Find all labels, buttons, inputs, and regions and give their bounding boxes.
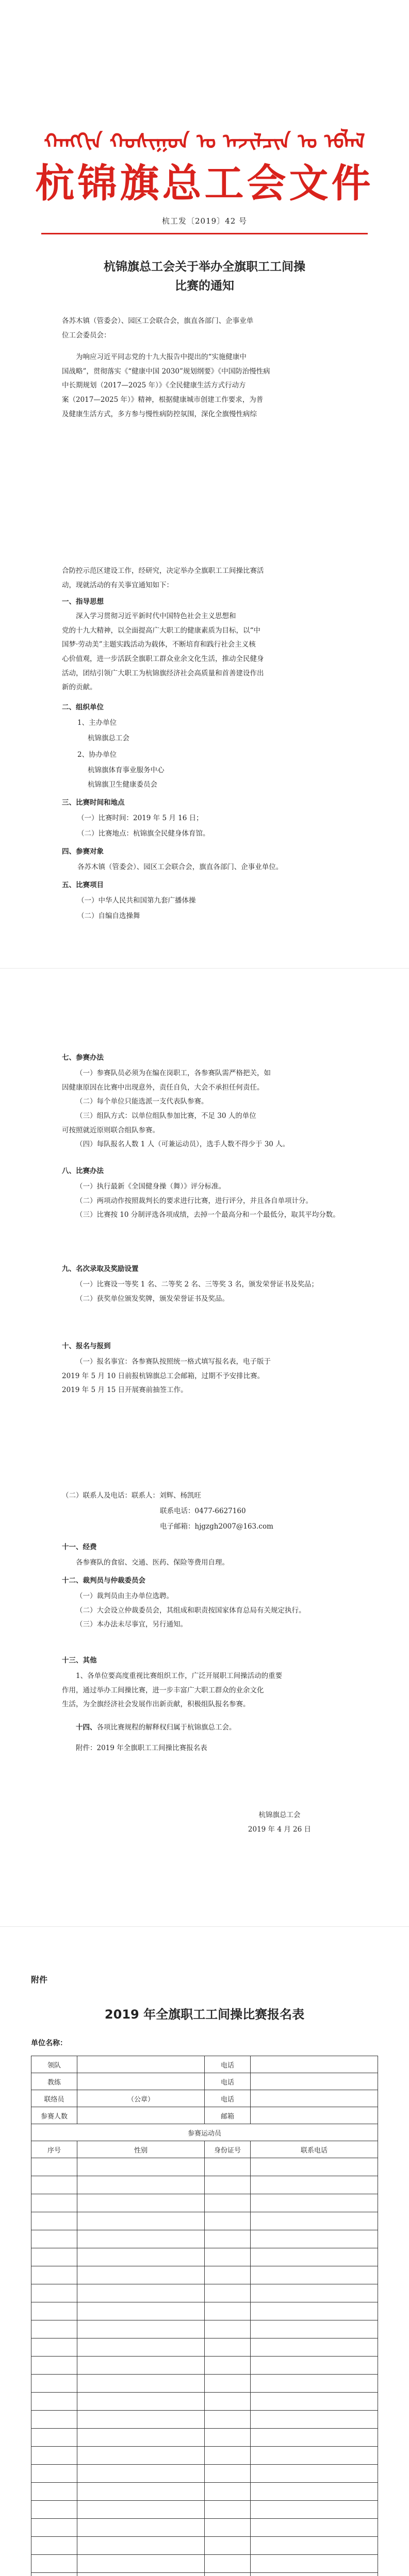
athlete-cell[interactable] [31,2230,77,2248]
athlete-cell[interactable] [77,2194,205,2212]
text-line: （三）比赛按 10 分制评选各项成绩，去掉一个最高分和一个最低分，取其平均分数。 [76,1211,340,1219]
athlete-row [31,2338,378,2357]
section-13-body [62,1669,347,1712]
athlete-cell[interactable] [77,2338,205,2357]
co-host-org-2: 杭锦旗卫生健康委员会 [88,781,157,789]
athlete-cell[interactable] [205,2302,251,2320]
section-10-heading: 十、报名与报到 [62,1342,111,1350]
column-header: 性别 [77,2141,205,2158]
continuation-paragraph [62,564,347,592]
text-line: 新的贡献。 [62,683,97,692]
intro-line: 案（2017—2025 年）》精神，根据健康城市创建工作要求，为普 [62,396,264,404]
notice-title [31,258,378,296]
attachment-note: 附件：2019 年全旗职工工间操比赛报名表 [76,1744,207,1752]
athlete-row [31,2447,378,2465]
athlete-row [31,2194,378,2212]
text-line: 国梦·劳动美”主题实践活动为载体，不断培育和践行社会主义核 [62,640,256,649]
section-14-body: 各项比赛规程的解释权归属于杭锦旗总工会。 [96,1723,236,1732]
text-line: 作用，通过举办工间操比赛，进一步丰富广大职工群众的业余文化 [62,1686,264,1694]
table-row [31,2124,378,2141]
athlete-row [31,2375,378,2393]
intro-line: 国战略”，贯彻落实《“健康中国 2030”规划纲要》《中国防治慢性病 [62,367,270,376]
athlete-cell[interactable] [251,2465,378,2483]
text-line: 因健康原因在比赛中出现意外，责任自负，大会不承担任何责任。 [62,1083,264,1092]
athlete-cell[interactable] [77,2555,205,2573]
table-cell[interactable] [77,2107,205,2124]
athlete-cell[interactable] [251,2284,378,2302]
athlete-cell[interactable] [77,2320,205,2338]
table-cell: 邮箱 [205,2107,251,2124]
athlete-row [31,2429,378,2447]
column-header: 联系电话 [251,2141,378,2158]
athlete-cell[interactable] [31,2519,77,2537]
match-time: （一）比赛时间：2019 年 5 月 16 日； [77,814,203,822]
text-line: （一）报名事宜：各参赛队按照统一格式填写报名表，电子版于 [76,1358,271,1366]
athlete-cell[interactable] [205,2429,251,2447]
athlete-cell[interactable] [205,2411,251,2429]
text-line: 心价值观，进一步活跃全旗职工群众业余文化生活，推动全民健身 [62,655,264,664]
text-line: 深入学习贯彻习近平新时代中国特色社会主义思想和 [76,612,236,620]
athlete-cell[interactable] [31,2465,77,2483]
athlete-cell[interactable] [31,2320,77,2338]
section-11-body: 各参赛队的食宿、交通、医药、保险等费用自理。 [76,1558,229,1567]
section-4-heading: 四、参赛对象 [62,848,104,856]
text-line: （二）获奖单位颁发奖牌，颁发荣誉证书及奖品。 [76,1294,229,1303]
athlete-cell[interactable] [251,2212,378,2230]
athlete-cell[interactable] [251,2338,378,2357]
table-cell: 联络员 [31,2090,77,2107]
athlete-row [31,2411,378,2429]
athlete-cell[interactable] [31,2338,77,2357]
athlete-cell[interactable] [251,2248,378,2266]
contact-email: 电子邮箱：hjgzgh2007@163.com [160,1522,273,1531]
athlete-cell[interactable] [31,2447,77,2465]
athlete-cell[interactable] [251,2375,378,2393]
page-2 [0,969,409,1927]
intro-line: 中长期规划（2017—2025 年）》《全民健康生活方式行动方 [62,381,246,390]
section-14-heading: 十四、 [76,1723,97,1732]
athlete-cell[interactable] [77,2501,205,2519]
athlete-cell[interactable] [251,2555,378,2573]
athlete-cell[interactable] [205,2465,251,2483]
table-cell: 领队 [31,2056,77,2073]
athlete-row [31,2266,378,2284]
table-cell[interactable] [251,2107,378,2124]
athlete-row [31,2519,378,2537]
addressee [62,314,347,343]
signing-organization: 杭锦旗总工会 [258,1811,301,1819]
text-line: 活动，团结引领广大职工为杭锦旗经济社会高质量和首善建设作出 [62,669,264,677]
table-cell[interactable]: （公章） [77,2090,205,2107]
co-host-org-1: 杭锦旗体育事业服务中心 [88,766,165,774]
athlete-cell[interactable] [205,2212,251,2230]
athlete-row [31,2302,378,2320]
contact-phone: 联系电话：0477-6627160 [160,1507,246,1515]
text-line: （一）参赛队员必须为在编在岗职工，各参赛队需严格把关，如 [76,1069,271,1077]
table-row [31,2073,378,2090]
section-5-heading: 五、比赛项目 [62,881,104,889]
table-cell[interactable] [77,2056,205,2073]
registration-form-title: 2019 年全旗职工工间操比赛报名表 [104,2007,305,2022]
section-1-body [62,609,347,695]
athlete-cell[interactable] [77,2212,205,2230]
table-cell[interactable] [251,2056,378,2073]
athlete-cell[interactable] [205,2501,251,2519]
athlete-cell[interactable] [31,2555,77,2573]
text-line: （二）大会设立仲裁委员会，其组成和职责按国家体育总局有关规定执行。 [76,1606,306,1615]
athlete-cell[interactable] [205,2320,251,2338]
athlete-cell[interactable] [251,2483,378,2501]
athlete-cell[interactable] [205,2519,251,2537]
athlete-cell[interactable] [77,2248,205,2266]
addressee-line: 位工会委员会： [62,331,111,340]
athlete-cell[interactable] [31,2537,77,2555]
section-8-heading: 八、比赛办法 [62,1167,104,1175]
section-8-body [62,1180,347,1223]
athlete-cell[interactable] [251,2230,378,2248]
athlete-cell[interactable] [77,2266,205,2284]
athlete-cell[interactable] [205,2447,251,2465]
athlete-row [31,2248,378,2266]
athletes-header: 参赛运动员 [31,2124,378,2141]
athlete-cell[interactable] [77,2302,205,2320]
section-3-heading: 三、比赛时间和地点 [62,799,125,807]
co-host-label: 2、协办单位 [77,751,117,759]
notice-title-line-2: 比赛的通知 [175,278,234,293]
table-cell: 电话 [205,2073,251,2090]
table-row [31,2107,378,2124]
document-number: 杭工发〔2019〕42 号 [161,216,248,226]
athlete-cell[interactable] [251,2429,378,2447]
athlete-cell[interactable] [205,2483,251,2501]
table-cell: 电话 [205,2090,251,2107]
athlete-cell[interactable] [205,2194,251,2212]
athlete-cell[interactable] [205,2375,251,2393]
red-divider [41,233,368,234]
athlete-row [31,2537,378,2555]
section-14 [62,1721,347,1735]
athlete-cell[interactable] [251,2266,378,2284]
athlete-cell[interactable] [77,2537,205,2555]
athlete-cell[interactable] [31,2573,77,2576]
athlete-cell[interactable] [205,2537,251,2555]
section-2-heading: 二、组织单位 [62,703,104,711]
athlete-row [31,2483,378,2501]
text-line: （一）裁判员由主办单位选聘。 [76,1592,173,1600]
section-1-heading: 一、指导思想 [62,598,104,606]
intro-line: 及健康生活方式，多方参与慢性病防控氛围，深化全旗慢性病综 [62,410,257,418]
athlete-cell[interactable] [31,2501,77,2519]
table-cell[interactable] [251,2073,378,2090]
event-2: （二）自编自选操舞 [77,912,140,920]
athlete-cell[interactable] [205,2158,251,2176]
athlete-cell[interactable] [205,2573,251,2576]
athlete-cell[interactable] [251,2194,378,2212]
athlete-cell[interactable] [77,2519,205,2537]
contact-label: （二）联系人及电话：联系人：刘辉、杨凯旺 [62,1492,201,1500]
athlete-row [31,2573,378,2576]
athlete-cell[interactable] [31,2429,77,2447]
athlete-cell[interactable] [31,2212,77,2230]
athlete-cell[interactable] [77,2429,205,2447]
athlete-cell[interactable] [77,2230,205,2248]
athlete-cell[interactable] [77,2158,205,2176]
host-org: 杭锦旗总工会 [88,734,129,742]
section-7-heading: 七、参赛办法 [62,1054,104,1062]
athlete-cell[interactable] [251,2447,378,2465]
athlete-cell[interactable] [31,2483,77,2501]
text-line: （三）组队方式：以单位组队参加比赛，不足 30 人的单位 [76,1112,256,1121]
signature-block [248,1808,311,1837]
notice-title-line-1: 杭锦旗总工会关于举办全旗职工工间操 [104,260,305,274]
section-12-body [62,1589,347,1632]
text-line: （一）比赛设一等奖 1 名、二等奖 2 名、三等奖 3 名，颁发荣誉证书及奖品； [76,1280,319,1289]
table-cell: 电话 [205,2056,251,2073]
page-1 [0,0,409,969]
section-7-body [62,1066,347,1152]
athlete-cell[interactable] [31,2248,77,2266]
section-9-body [62,1278,347,1306]
text-line: 2019 年 5 月 10 日前报杭锦旗总工会邮箱，过期不予安排比赛。 [62,1371,265,1380]
athlete-cell[interactable] [77,2284,205,2302]
athlete-row [31,2555,378,2573]
page-3-attachment [0,1927,409,2576]
table-row [31,2090,378,2107]
athlete-cell[interactable] [77,2411,205,2429]
athlete-cell[interactable] [31,2158,77,2176]
text-line: （四）每队报名人数 1 人（可兼运动员），选手人数不得少于 30 人。 [76,1140,290,1149]
signing-date: 2019 年 4 月 26 日 [248,1825,311,1834]
athlete-cell[interactable] [31,2194,77,2212]
text-line: 1、各单位要高度重视比赛组织工作，广泛开展职工间操活动的重要 [76,1672,283,1680]
athlete-cell[interactable] [31,2375,77,2393]
column-header: 序号 [31,2141,77,2158]
athlete-cell[interactable] [77,2375,205,2393]
athlete-cell[interactable] [77,2465,205,2483]
athlete-cell[interactable] [77,2357,205,2375]
athlete-cell[interactable] [205,2230,251,2248]
text-line: （二）每个单位只能选派一支代表队参赛。 [76,1097,208,1106]
text-line: （三）本办法未尽事宜，另行通知。 [76,1620,187,1629]
athlete-cell[interactable] [251,2158,378,2176]
athlete-cell[interactable] [205,2555,251,2573]
section-12-heading: 十二、裁判员与仲裁委员会 [62,1577,145,1585]
athlete-cell[interactable] [251,2393,378,2411]
registration-table [31,2056,378,2576]
athlete-cell[interactable] [251,2176,378,2194]
athlete-cell[interactable] [251,2537,378,2555]
section-10-body [62,1355,347,1398]
athlete-cell[interactable] [205,2357,251,2375]
mongolian-title: ᠬᠠᠩᠭᠢᠨ ᠬᠣᠰᠢᠭᠤᠨ ᠤ ᠠᠵᠢᠯᠴᠢᠨ ᠤ ᠡᠪᠯᠡᠯ [44,130,365,154]
athlete-cell[interactable] [31,2302,77,2320]
athlete-row [31,2158,378,2176]
athlete-row [31,2357,378,2375]
text-line: （二）两项动作按照裁判长的要求进行比赛，进行评分，并且各自单项计分。 [76,1196,313,1205]
athlete-cell[interactable] [77,2483,205,2501]
host-label: 1、主办单位 [77,719,117,727]
athlete-cell[interactable] [77,2573,205,2576]
athlete-cell[interactable] [205,2266,251,2284]
text-line: 2019 年 5 月 15 日开展赛前抽签工作。 [62,1386,188,1395]
masthead-title: 杭锦旗总工会文件 [35,160,374,206]
athlete-cell[interactable] [31,2357,77,2375]
addressee-line: 各苏木镇（管委会）、园区工会联合会，旗直各部门、企事业单 [62,317,254,325]
text-line: 可按照就近原则联合组队参赛。 [62,1126,159,1134]
section-9-heading: 九、名次录取及奖励设置 [62,1265,139,1273]
athlete-cell[interactable] [251,2411,378,2429]
athlete-cell[interactable] [205,2284,251,2302]
athlete-cell[interactable] [251,2573,378,2576]
intro-paragraph [62,350,347,421]
table-cell: 教练 [31,2073,77,2090]
attachment-label: 附件 [31,1975,48,1985]
table-cell[interactable] [251,2090,378,2107]
athlete-row [31,2230,378,2248]
athlete-row [31,2284,378,2302]
athlete-row [31,2176,378,2194]
athlete-cell[interactable] [251,2302,378,2320]
athlete-cell[interactable] [31,2284,77,2302]
section-13-heading: 十三、其他 [62,1656,97,1665]
athlete-cell[interactable] [31,2266,77,2284]
athlete-cell[interactable] [205,2248,251,2266]
text-line: 生活，为全旗经济社会发展作出新贡献，积极组队报名参赛。 [62,1700,250,1709]
athlete-cell[interactable] [251,2357,378,2375]
section-11-heading: 十一、经费 [62,1543,97,1551]
athlete-cell[interactable] [205,2176,251,2194]
column-header-row [31,2141,378,2158]
text-line: 党的十九大精神，以全面提高广大职工的健康素质为目标，以“中 [62,626,260,635]
athlete-cell[interactable] [31,2176,77,2194]
athlete-cell[interactable] [77,2176,205,2194]
text-line: （一）执行最新《全国健身操（舞）》评分标准。 [76,1182,226,1191]
athlete-cell[interactable] [31,2393,77,2411]
athlete-cell[interactable] [251,2501,378,2519]
athlete-cell[interactable] [251,2320,378,2338]
column-header: 身份证号 [205,2141,251,2158]
intro-line: 为响应习近平同志党的十九大报告中提出的“实施健康中 [76,353,247,361]
athlete-cell[interactable] [205,2393,251,2411]
table-cell[interactable] [77,2073,205,2090]
athlete-row [31,2320,378,2338]
match-venue: （二）比赛地点：杭锦旗全民健身体育馆。 [77,829,210,838]
athlete-cell[interactable] [77,2393,205,2411]
athlete-row [31,2465,378,2483]
athlete-cell[interactable] [31,2411,77,2429]
table-cell: 参赛人数 [31,2107,77,2124]
athlete-row [31,2501,378,2519]
athlete-row [31,2212,378,2230]
athlete-cell[interactable] [205,2338,251,2357]
participants: 各苏木镇（管委会）、园区工会联合会，旗直各部门、企事业单位。 [77,863,283,871]
unit-name-label: 单位名称： [31,2039,67,2047]
text-line: 合防控示范区建设工作，经研究，决定举办全旗职工工间操比赛活 [62,567,264,575]
text-line: 动，现就活动的有关事宜通知如下： [62,581,173,589]
event-1: （一）中华人民共和国第九套广播体操 [77,896,196,905]
athlete-cell[interactable] [251,2519,378,2537]
athlete-row [31,2393,378,2411]
athlete-cell[interactable] [77,2447,205,2465]
table-row [31,2056,378,2073]
